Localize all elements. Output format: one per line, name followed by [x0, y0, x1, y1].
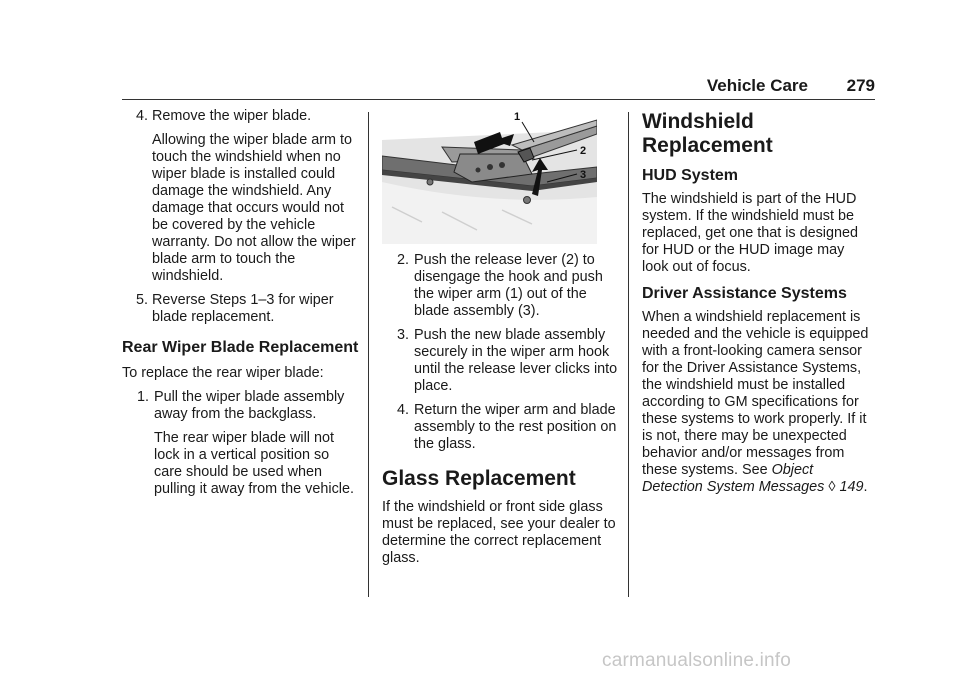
- step-number: 4.: [396, 402, 409, 418]
- step-rear-pull: [122, 389, 360, 423]
- callout-1: 1: [514, 112, 521, 123]
- column-divider-1: [368, 112, 369, 597]
- step-text: Pull the wiper blade assembly away from the backglass.: [154, 389, 345, 422]
- page-number: 279: [846, 76, 875, 95]
- section-title: Vehicle Care: [706, 76, 808, 95]
- step-return-arm: [382, 402, 622, 453]
- column-3: [642, 108, 874, 503]
- page-ref-icon: ◊: [828, 479, 836, 495]
- heading-rear-wiper: Rear Wiper Blade Replacement: [122, 339, 359, 356]
- heading-windshield-replacement: Windshield Replacement: [642, 110, 773, 157]
- step-number: 1.: [136, 389, 149, 405]
- callout-2: 2: [580, 145, 587, 157]
- object-detection-link[interactable]: Object Detection System Messages: [642, 462, 825, 495]
- das-end: .: [863, 479, 868, 495]
- watermark: carmanualsonline.info: [602, 650, 792, 671]
- step-note-warning: Allowing the wiper blade arm to touch the windshield when no wiper blade is installed could damage the windshield. Any damage that occurs would not be covered by the vehicle warranty. Do not allow the wiper blade arm to touch the windshield.: [152, 132, 356, 284]
- wiper-arm-illustration: [382, 112, 597, 244]
- das-text: When a windshield replacement is needed and the vehicle is equipped with a front-looking camera sensor for the Driver Assistance Systems, the windshield must be installed according to GM specifications for these systems to work properly. If it is not, there may be unexpected behavior and/or messages from these systems. See: [642, 309, 869, 478]
- callout-3: 3: [580, 169, 587, 181]
- step-reverse: [122, 292, 360, 326]
- step-push-release-lever: [382, 252, 622, 320]
- column-1: [122, 108, 360, 505]
- das-paragraph: [642, 309, 874, 496]
- step-text: Reverse Steps 1–3 for wiper blade replacement.: [152, 292, 334, 325]
- header-rule: [122, 99, 875, 100]
- step-text: Push the release lever (2) to disengage the hook and push the wiper arm (1) out of the blade assembly (3).: [414, 252, 603, 319]
- step-text: Return the wiper arm and blade assembly to the rest position on the glass.: [414, 402, 617, 452]
- heading-driver-assistance: Driver Assistance Systems: [642, 285, 847, 302]
- step-push-new-blade: [382, 327, 622, 395]
- step-number: 4.: [135, 108, 148, 124]
- step-text: Push the new blade assembly securely in the wiper arm hook until the release lever clicks into place.: [414, 327, 618, 394]
- page-header: [0, 76, 875, 96]
- rear-intro: To replace the rear wiper blade:: [122, 365, 324, 381]
- step-remove-blade: [122, 108, 360, 125]
- column-2: [382, 108, 622, 574]
- step-text: Remove the wiper blade.: [152, 108, 312, 124]
- glass-text: If the windshield or front side glass must be replaced, see your dealer to determine the correct replacement glass.: [382, 499, 616, 566]
- hud-text: The windshield is part of the HUD system. If the windshield must be replaced, get one that is designed for HUD or the HUD image may look out of focus.: [642, 191, 859, 275]
- heading-hud-system: HUD System: [642, 167, 739, 184]
- column-divider-2: [628, 112, 629, 597]
- heading-glass-replacement: Glass Replacement: [382, 467, 576, 490]
- step-number: 5.: [135, 292, 148, 308]
- step-number: 2.: [396, 252, 409, 268]
- page-ref-number[interactable]: 149: [839, 479, 864, 495]
- step-number: 3.: [396, 327, 409, 343]
- rear-step-note: The rear wiper blade will not lock in a vertical position so care should be used when pulling it away from the vehicle.: [154, 430, 354, 497]
